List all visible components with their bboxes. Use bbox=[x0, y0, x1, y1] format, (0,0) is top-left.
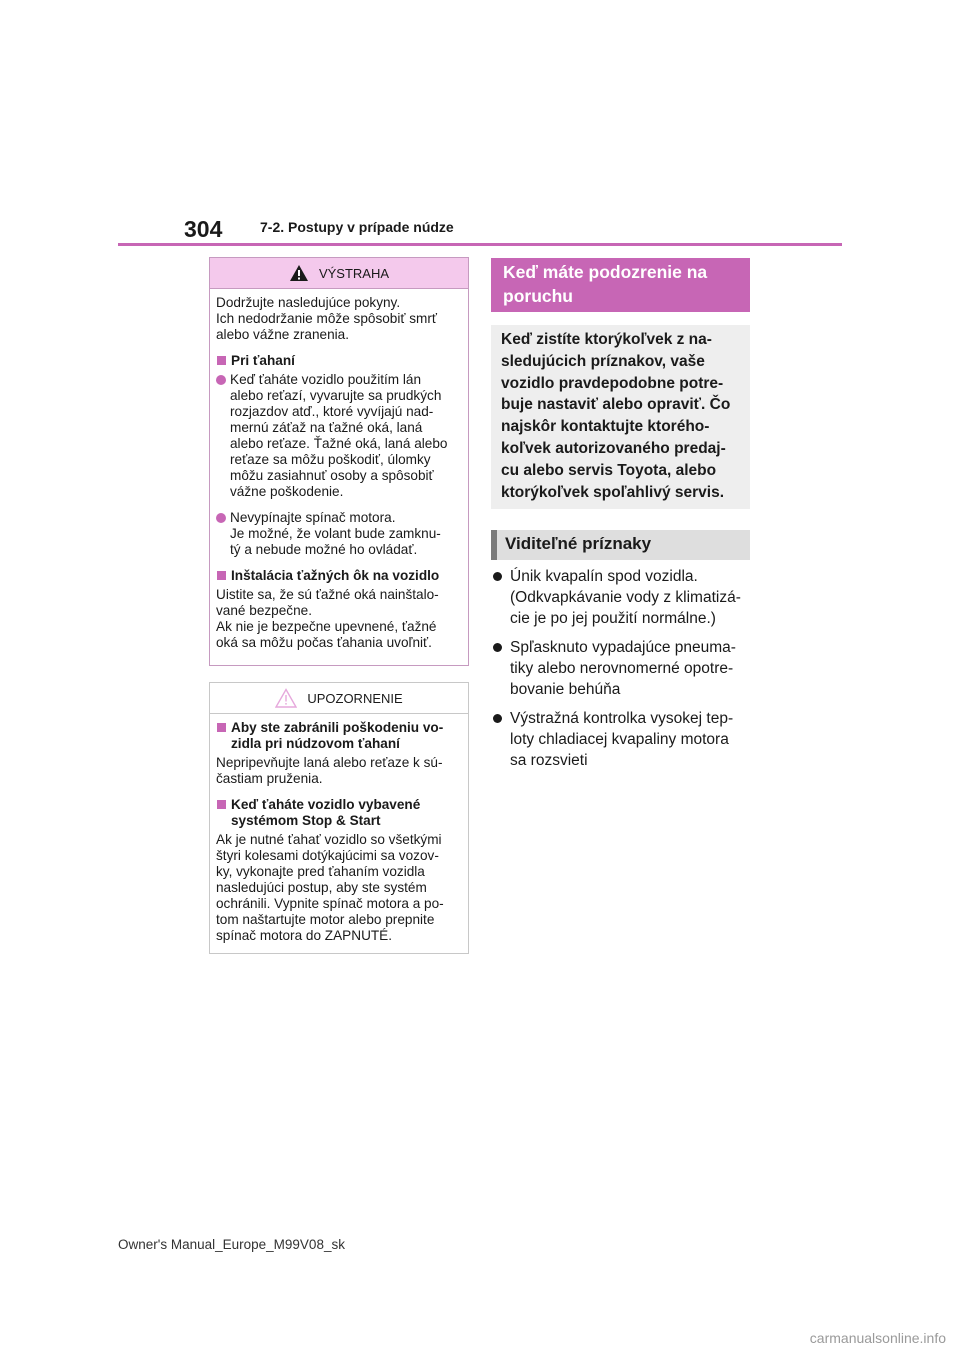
section-title: 7-2. Postupy v prípade núdze bbox=[260, 219, 454, 235]
header-rule bbox=[118, 243, 842, 246]
watermark: carmanualsonline.info bbox=[809, 1330, 946, 1346]
warning-box bbox=[209, 257, 469, 666]
symptoms-list bbox=[491, 566, 761, 779]
warning-triangle-icon bbox=[289, 264, 309, 282]
fault-heading: Keď máte podozrenie na poruchu bbox=[491, 258, 750, 312]
notice-section-heading bbox=[216, 720, 461, 752]
symptom-text: Únik kvapalín spod vozidla. (Odkvapkávanie vody z klimatizá- cie je po jej použití normálne.) bbox=[510, 568, 741, 627]
warning-body bbox=[210, 289, 468, 651]
fault-intro-box: Keď zistíte ktorýkoľvek z na- sledujúcich príznakov, vaše vozidlo pravdepodobne potre- buje nastaviť alebo opraviť. Čo najskôr kontaktujte ktorého- koľvek autorizovaného predaj- cu alebo servis Toyota, alebo ktorýkoľvek spoľahlivý servis. bbox=[491, 325, 750, 509]
notice-box bbox=[209, 682, 469, 954]
notice-header bbox=[210, 683, 468, 713]
footer-text: Owner's Manual_Europe_M99V08_sk bbox=[118, 1237, 345, 1252]
notice-section-heading bbox=[216, 797, 461, 829]
notice-section-heading-text: Keď ťaháte vozidlo vybavené systémom Stop & Start bbox=[231, 797, 421, 828]
square-bullet-icon bbox=[217, 723, 226, 732]
circle-bullet-icon bbox=[216, 513, 226, 523]
warning-bullet-text: Keď ťaháte vozidlo použitím lán alebo reťazí, vyvarujte sa prudkých rozjazdov atď., ktoré vyvíjajú nad- mernú záťaž na ťažné oká, laná alebo reťaze. Ťažné oká, laná alebo reťaze sa môžu poškodiť, úlomky môžu zasiahnuť osoby a spôsobiť vážne poškodenie. bbox=[230, 372, 448, 499]
warning-section-heading bbox=[216, 568, 461, 584]
square-bullet-icon bbox=[217, 800, 226, 809]
symptom-text: Spľasknuto vypadajúce pneuma- tiky alebo nerovnomerné opotre- bovanie behúňa bbox=[510, 639, 736, 698]
warning-section-heading bbox=[216, 353, 461, 369]
bullet-dot-icon bbox=[493, 714, 502, 723]
symptom-text: Výstražná kontrolka vysokej tep- loty chladiacej kvapaliny motora sa rozsvieti bbox=[510, 710, 734, 769]
square-bullet-icon bbox=[217, 356, 226, 365]
bullet-dot-icon bbox=[493, 572, 502, 581]
warning-bullet-text: Nevypínajte spínač motora. Je možné, že volant bude zamknu- tý a nebude možné ho ovládať. bbox=[230, 510, 441, 557]
notice-section-heading-text: Aby ste zabránili poškodeniu vo- zidla pri núdzovom ťahaní bbox=[231, 720, 444, 751]
warning-header bbox=[210, 258, 468, 288]
warning-section-heading-text: Inštalácia ťažných ôk na vozidlo bbox=[231, 568, 440, 583]
warning-section-text: Uistite sa, že sú ťažné oká nainštalo- vané bezpečne. Ak nie je bezpečne upevnené, ťažné oká sa môžu počas ťahania uvoľniť. bbox=[216, 587, 439, 650]
symptoms-subheading: Viditeľné príznaky bbox=[491, 530, 750, 560]
warning-intro: Dodržujte nasledujúce pokyny. Ich nedodržanie môže spôsobiť smrť alebo vážne zranenia. bbox=[216, 295, 438, 342]
notice-section-text: Ak je nutné ťahať vozidlo so všetkými štyri kolesami dotýkajúcimi sa vozov- ky, vykonajte pred ťahaním vozidla nasledujúci postup, aby ste systém ochránili. Vypnite spínač motora a po- tom naštartujte motor alebo prepnite spínač motora do ZAPNUTÉ. bbox=[216, 832, 444, 943]
warning-title: VÝSTRAHA bbox=[318, 265, 390, 281]
notice-title: UPOZORNENIE bbox=[307, 690, 403, 706]
notice-body bbox=[210, 714, 468, 944]
caution-triangle-icon bbox=[275, 688, 297, 708]
list-item bbox=[491, 708, 761, 771]
square-bullet-icon bbox=[217, 571, 226, 580]
warning-section-heading-text: Pri ťahaní bbox=[231, 353, 295, 368]
warning-bullet bbox=[216, 510, 461, 558]
page-number: 304 bbox=[184, 216, 223, 242]
list-item bbox=[491, 566, 761, 629]
notice-section-text: Nepripevňujte laná alebo reťaze k sú- častiam pruženia. bbox=[216, 755, 443, 786]
list-item bbox=[491, 637, 761, 700]
warning-bullet bbox=[216, 372, 461, 500]
circle-bullet-icon bbox=[216, 375, 226, 385]
bullet-dot-icon bbox=[493, 643, 502, 652]
